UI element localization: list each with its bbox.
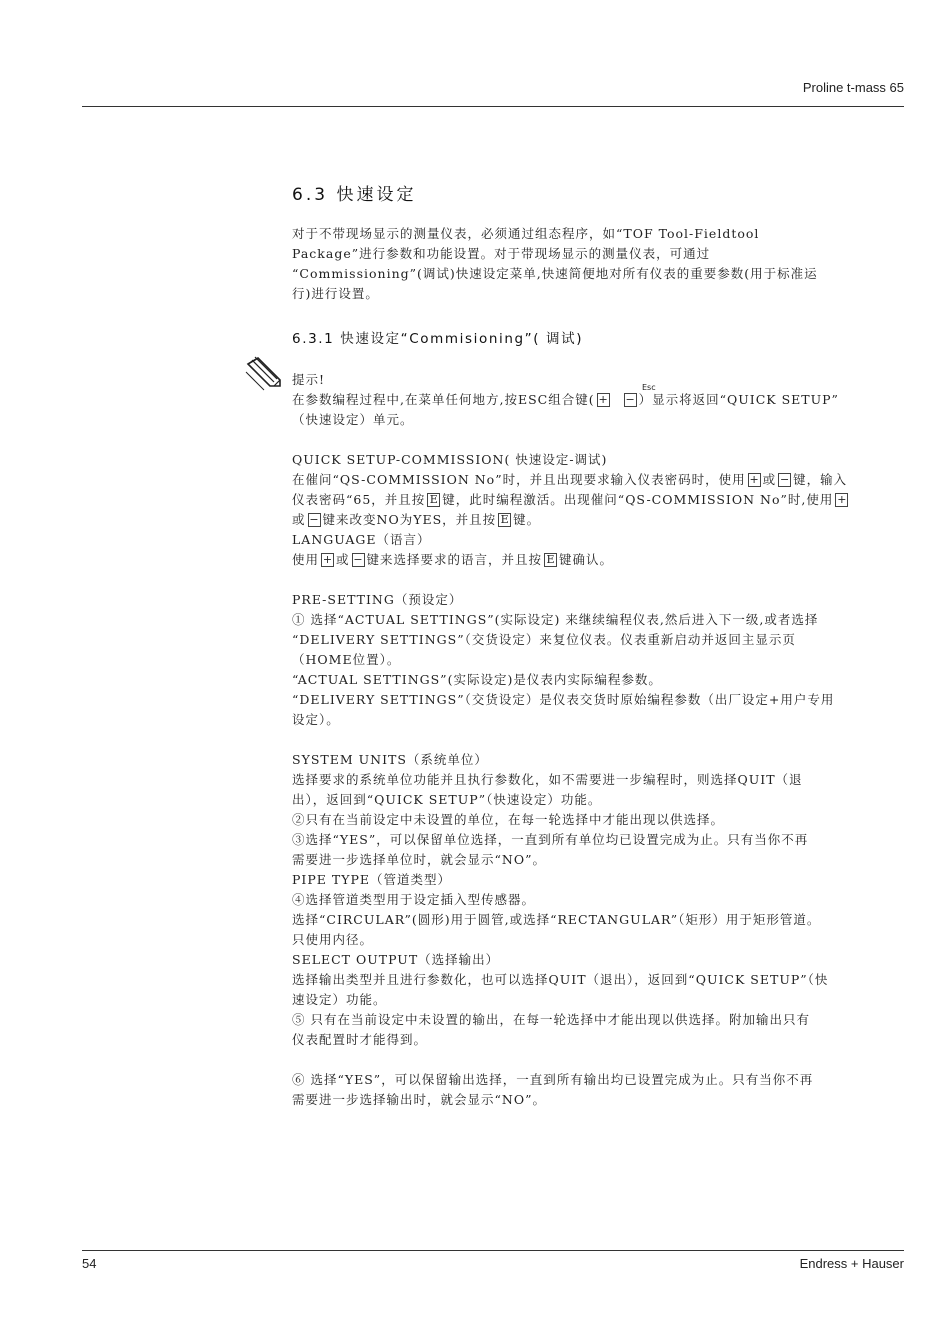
block-title: SYSTEM UNITS（系统单位）	[292, 752, 488, 767]
outputs-final-block	[292, 1070, 904, 1110]
text-line: 选择“CIRCULAR”(圆形)用于圆管,或选择“RECTANGULAR”（矩形）用于矩形管道。	[292, 912, 821, 927]
presetting-block	[292, 590, 904, 730]
text-fragment: 键来选择要求的语言，并且按	[366, 552, 543, 567]
text-line: 选择输出类型并且进行参数化，也可以选择QUIT（退出），返回到“QUICK SETUP”（快	[292, 972, 829, 987]
e-key-icon: E	[427, 493, 440, 507]
minus-key-icon: −	[780, 473, 790, 486]
text-line: 选择要求的系统单位功能并且执行参数化，如不需要进一步编程时，则选择QUIT（退	[292, 772, 803, 787]
header-rule	[82, 106, 904, 107]
minus-key-icon: −	[309, 513, 319, 526]
note-block	[292, 370, 904, 430]
text-line: ⑤ 只有在当前设定中未设置的输出，在每一轮选择中才能出现以供选择。附加输出只有	[292, 1012, 810, 1027]
text-fragment: 键来改变NO为YES，并且按	[322, 512, 497, 527]
plus-key-icon: +	[837, 493, 847, 506]
text-line: ⑥ 选择“YES”，可以保留输出选择，一直到所有输出均已设置完成为止。只有当你不再	[292, 1072, 814, 1087]
text-line	[292, 490, 904, 510]
text-fragment: 使用	[292, 552, 320, 567]
text-line: “DELIVERY SETTINGS”（交货设定）是仪表交货时原始编程参数（出厂设定+用户专用	[292, 692, 835, 707]
intro-paragraph	[292, 224, 904, 304]
e-key-icon: E	[498, 513, 511, 527]
text-line: （HOME位置）。	[292, 652, 401, 667]
text-line: ③选择“YES”，可以保留单位选择，一直到所有单位均已设置完成为止。只有当你不再	[292, 832, 809, 847]
text-fragment: 或	[336, 552, 350, 567]
text-fragment: 键，输入	[793, 472, 848, 487]
text-line: 对于不带现场显示的测量仪表，必须通过组态程序，如“TOF Tool-Fieldtool	[292, 226, 760, 241]
text-line: 只使用内径。	[292, 932, 374, 947]
text-fragment: 在参数编程过程中,在菜单任何地方,按ESC组合键(	[292, 392, 595, 407]
text-fragment: 或	[292, 512, 306, 527]
block-title: QUICK SETUP-COMMISSION( 快速设定-调试)	[292, 452, 608, 467]
text-line: 需要进一步选择输出时，就会显示“NO”。	[292, 1092, 546, 1107]
plus-key-icon: +	[598, 393, 608, 406]
text-line: 需要进一步选择单位时，就会显示“NO”。	[292, 852, 546, 867]
section-heading: 6.3 快速设定	[292, 185, 417, 205]
text-line: ① 选择“ACTUAL SETTINGS”(实际设定) 来继续编程仪表,然后进入下一级,或者选择	[292, 612, 819, 627]
esc-key-label: Esc	[642, 383, 656, 392]
text-line	[292, 510, 904, 530]
block-title: SELECT OUTPUT（选择输出）	[292, 952, 500, 967]
text-line: 行)进行设置。	[292, 286, 379, 301]
block-title: PIPE TYPE（管道类型）	[292, 872, 451, 887]
plus-key-icon: +	[749, 473, 759, 486]
note-label: 提示!	[292, 372, 326, 387]
text-line: “DELIVERY SETTINGS”（交货设定）来复位仪表。仪表重新启动并返回主显示页	[292, 632, 796, 647]
block-title: PRE-SETTING（预设定）	[292, 592, 463, 607]
header-product-name: Proline t-mass 65	[802, 80, 904, 95]
text-line: ②只有在当前设定中未设置的单位，在每一轮选择中才能出现以供选择。	[292, 812, 725, 827]
text-fragment: 键。	[513, 512, 541, 527]
minus-key-icon: −	[353, 553, 363, 566]
text-line: 仪表配置时才能得到。	[292, 1032, 428, 1047]
text-fragment: 仪表密码“65，并且按	[292, 492, 426, 507]
text-line: 设定）。	[292, 712, 340, 727]
text-line: “ACTUAL SETTINGS”(实际设定)是仪表内实际编程参数。	[292, 672, 662, 687]
subsection-heading: 6.3.1 快速设定“Commisioning”( 调试)	[292, 331, 584, 347]
quick-setup-block	[292, 450, 904, 570]
footer-rule	[82, 1250, 904, 1251]
text-fragment: 键确认。	[559, 552, 614, 567]
text-line: 出），返回到“QUICK SETUP”（快速设定）功能。	[292, 792, 602, 807]
system-units-block	[292, 750, 904, 1050]
text-line	[292, 470, 904, 490]
text-fragment: ）显示将返回“QUICK SETUP”	[638, 392, 839, 407]
text-fragment: 或	[762, 472, 777, 487]
text-line: ④选择管道类型用于设定插入型传感器。	[292, 892, 536, 907]
text-line: Package”进行参数和功能设置。对于带现场显示的测量仪表，可通过	[292, 246, 711, 261]
footer-brand: Endress + Hauser	[799, 1256, 904, 1271]
text-line	[292, 390, 904, 410]
text-line: （快速设定）单元。	[292, 412, 414, 427]
text-fragment: 在催问“QS-COMMISSION No”时，并且出现要求输入仪表密码时，使用	[292, 472, 746, 487]
plus-key-icon: +	[322, 553, 333, 566]
block-title: LANGUAGE（语言）	[292, 532, 431, 547]
text-line	[292, 550, 904, 570]
page-number: 54	[82, 1256, 97, 1271]
text-fragment: 键，此时编程激活。出现催问“QS-COMMISSION No”时,使用	[442, 492, 834, 507]
text-line: 速设定）功能。	[292, 992, 387, 1007]
minus-key-icon: −	[625, 393, 635, 406]
pencil-note-icon	[244, 352, 288, 392]
text-line: “Commissioning”(调试)快速设定菜单,快速简便地对所有仪表的重要参数(用于标准运	[292, 266, 818, 281]
e-key-icon: E	[544, 553, 557, 567]
